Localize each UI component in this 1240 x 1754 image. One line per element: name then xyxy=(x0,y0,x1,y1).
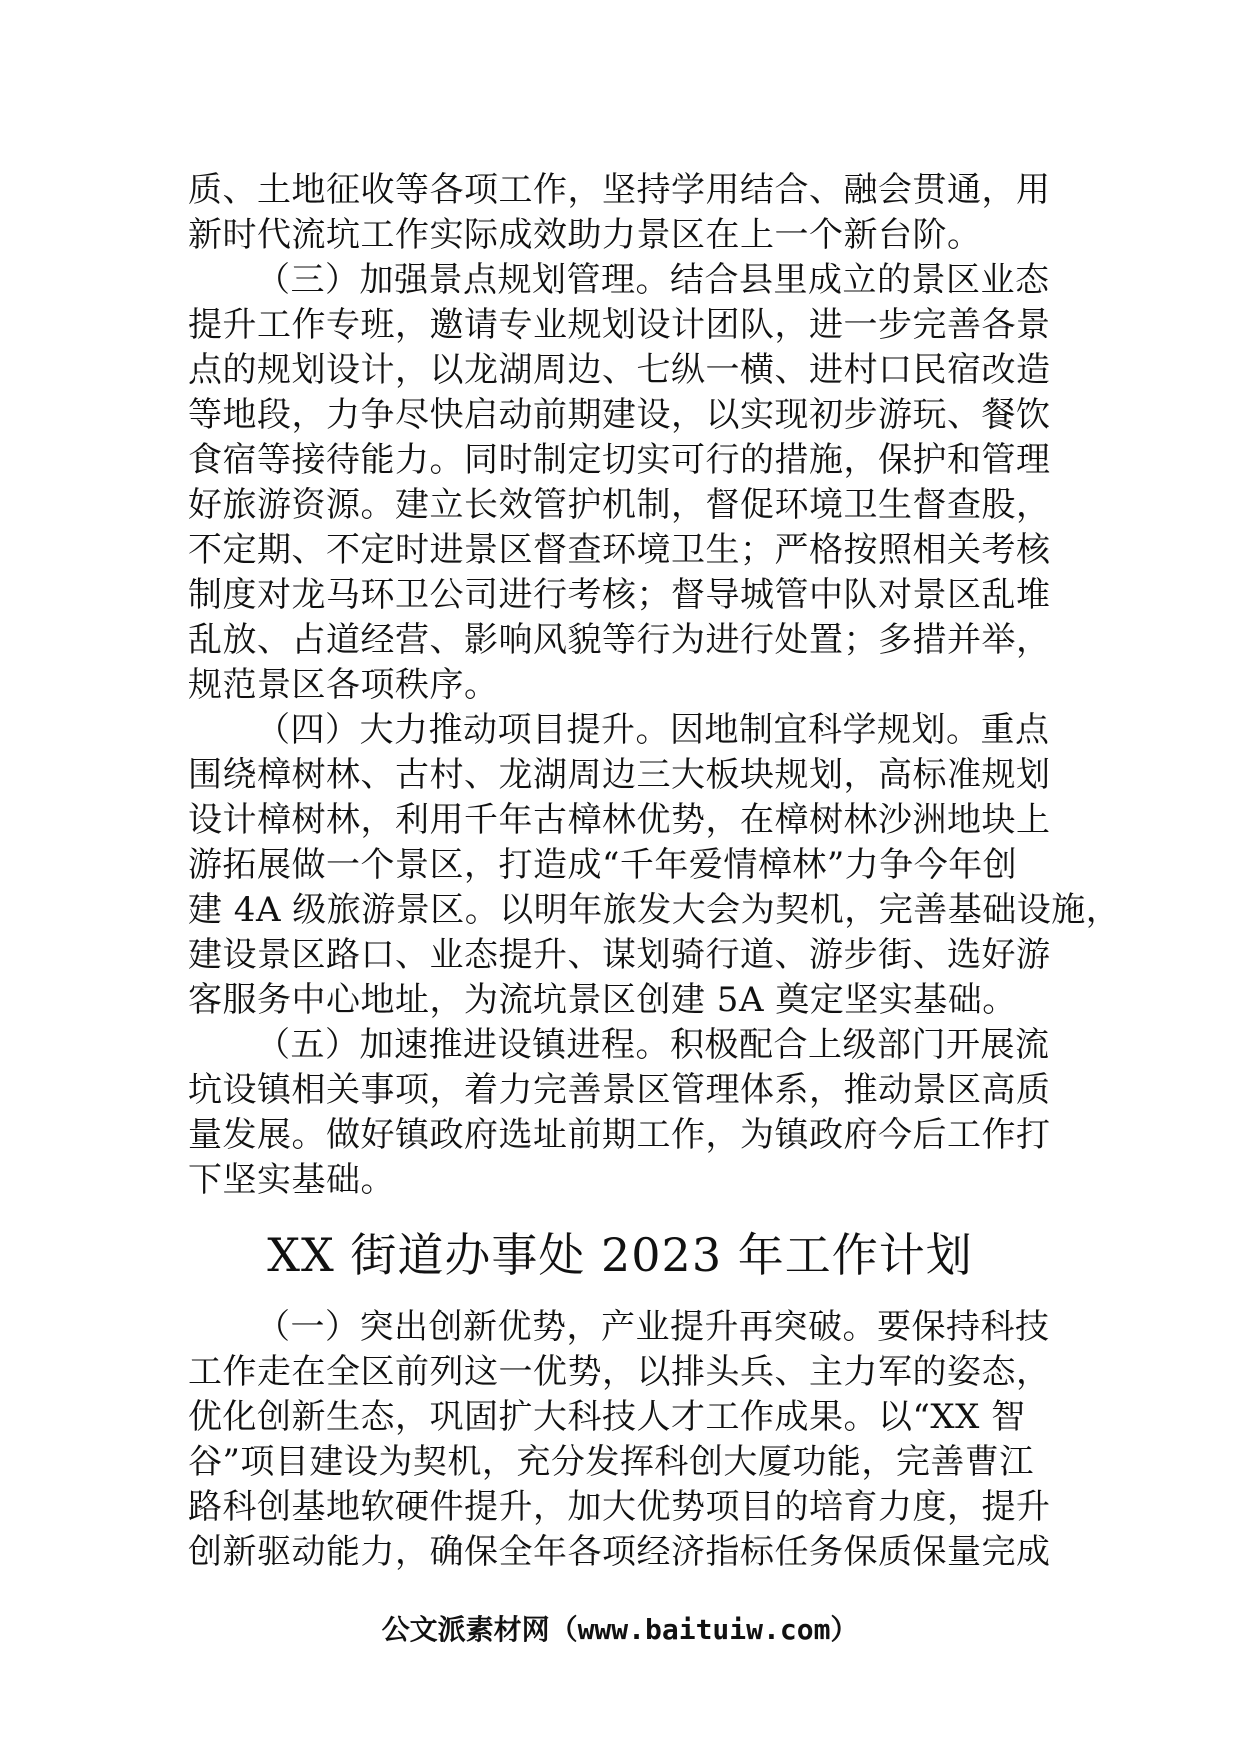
body-text-section-2 xyxy=(188,1305,1088,1575)
text-line: 坑设镇相关事项，着力完善景区管理体系，推动景区高质 xyxy=(188,1070,1051,1110)
text-line: 规范景区各项秩序。 xyxy=(188,665,499,705)
text-line: 建 4A 级旅游景区。以明年旅发大会为契机，完善基础设施， xyxy=(188,890,1121,930)
text-line: 质、土地征收等各项工作，坚持学用结合、融会贯通，用 xyxy=(188,170,1051,210)
text-line: 围绕樟树林、古村、龙湖周边三大板块规划，高标准规划 xyxy=(188,755,1051,795)
text-line: 量发展。做好镇政府选址前期工作，为镇政府今后工作打 xyxy=(188,1115,1051,1155)
text-line: 谷”项目建设为契机，充分发挥科创大厦功能，完善曹江 xyxy=(188,1442,1034,1482)
text-line: 乱放、占道经营、影响风貌等行为进行处置；多措并举， xyxy=(188,620,1051,660)
text-line: 好旅游资源。建立长效管护机制，督促环境卫生督查股， xyxy=(188,485,1051,525)
paragraph-start-line: （三）加强景点规划管理。结合县里成立的景区业态 xyxy=(256,260,1050,300)
text-line: 食宿等接待能力。同时制定切实可行的措施，保护和管理 xyxy=(188,440,1051,480)
text-line: 创新驱动能力，确保全年各项经济指标任务保质保量完成 xyxy=(188,1532,1051,1572)
text-line: 新时代流坑工作实际成效助力景区在上一个新台阶。 xyxy=(188,215,982,255)
paragraph-start-line: （五）加速推进设镇进程。积极配合上级部门开展流 xyxy=(256,1025,1050,1065)
paragraph-start-line: （一）突出创新优势，产业提升再突破。要保持科技 xyxy=(256,1307,1050,1347)
footer-watermark: 公文派素材网（www.baituiw.com） xyxy=(381,1613,859,1646)
text-line: 游拓展做一个景区，打造成“千年爱情樟林”力争今年创 xyxy=(188,845,1018,885)
text-line: 路科创基地软硬件提升，加大优势项目的培育力度，提升 xyxy=(188,1487,1051,1527)
body-text-section-1 xyxy=(188,168,1121,1203)
text-line: 建设景区路口、业态提升、谋划骑行道、游步街、选好游 xyxy=(188,935,1051,975)
text-line: 制度对龙马环卫公司进行考核；督导城管中队对景区乱堆 xyxy=(188,575,1051,615)
text-line: 设计樟树林，利用千年古樟林优势，在樟树林沙洲地块上 xyxy=(188,800,1051,840)
paragraph-start-line: （四）大力推动项目提升。因地制宜科学规划。重点 xyxy=(256,710,1050,750)
text-line: 等地段，力争尽快启动前期建设，以实现初步游玩、餐饮 xyxy=(188,395,1051,435)
text-line: 点的规划设计，以龙湖周边、七纵一横、进村口民宿改造 xyxy=(188,350,1051,390)
text-line: 提升工作专班，邀请专业规划设计团队，进一步完善各景 xyxy=(188,305,1051,345)
text-line: 不定期、不定时进景区督查环境卫生；严格按照相关考核 xyxy=(188,530,1051,570)
text-line: 客服务中心地址，为流坑景区创建 5A 奠定坚实基础。 xyxy=(188,980,1017,1020)
text-line: 下坚实基础。 xyxy=(188,1160,395,1200)
text-line: 工作走在全区前列这一优势，以排头兵、主力军的姿态， xyxy=(188,1352,1051,1392)
document-title: XX 街道办事处 2023 年工作计划 xyxy=(267,1228,973,1282)
text-line: 优化创新生态，巩固扩大科技人才工作成果。以“XX 智 xyxy=(188,1397,1026,1437)
